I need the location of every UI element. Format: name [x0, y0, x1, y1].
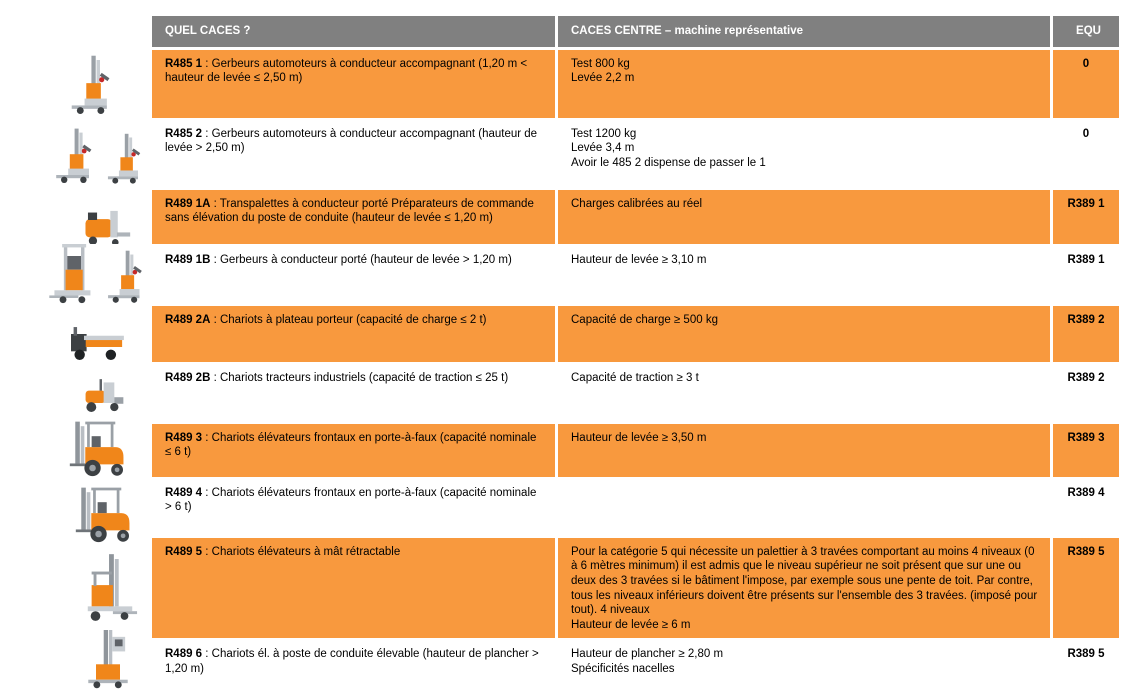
- caces-table: [152, 16, 1119, 694]
- equivalence-cell: R389 5: [1053, 538, 1119, 639]
- centre-machine-cell: Test 1200 kg Levée 3,4 m Avoir le 485 2 dispense de passer le 1: [571, 127, 766, 169]
- caces-code: R485 2: [165, 127, 203, 140]
- caces-description: : Chariots élévateurs à mât rétractable: [202, 545, 401, 558]
- caces-category-cell: [152, 50, 555, 118]
- caces-code: R489 1B: [165, 253, 211, 266]
- table-row-r489-1b: [152, 246, 1119, 304]
- table-row-r489-6: [152, 640, 1119, 692]
- heavy-counterbalance-forklift-icon: [58, 482, 150, 544]
- equivalence-cell: R389 1: [1067, 253, 1105, 266]
- table-row-r489-3: [152, 424, 1119, 477]
- centre-machine-cell: Hauteur de levée ≥ 3,10 m: [571, 253, 707, 266]
- caces-category-cell: [152, 364, 555, 422]
- table-row-r489-2b: [152, 364, 1119, 422]
- counterbalance-forklift-icon: [54, 416, 142, 478]
- caces-category-cell: [152, 306, 555, 362]
- caces-category-cell: [152, 640, 555, 692]
- caces-code: R489 5: [165, 545, 203, 558]
- centre-machine-cell: Test 800 kg Levée 2,2 m: [558, 50, 1050, 118]
- column-header-quel-caces: QUEL CACES ?: [152, 16, 555, 47]
- column-header-caces-centre: CACES CENTRE – machine représentative: [558, 16, 1050, 47]
- caces-category-cell: [152, 424, 555, 477]
- table-header-row: [152, 16, 1119, 47]
- table-row-r489-5: [152, 538, 1119, 639]
- pedestrian-stacker-icon: [66, 52, 122, 114]
- centre-machine-cell: Hauteur de levée ≥ 3,50 m: [558, 424, 1050, 477]
- caces-description: : Chariots él. à poste de conduite élevable (hauteur de plancher > 1,20 m): [165, 648, 539, 675]
- equivalence-cell: 0: [1082, 127, 1090, 140]
- machine-image-strip: [0, 0, 152, 690]
- rider-stacker-pair-icon: [48, 242, 152, 304]
- caces-code: R489 2B: [165, 371, 211, 384]
- column-header-equ: EQU: [1053, 16, 1119, 47]
- caces-description: : Transpalettes à conducteur porté Préparateurs de commande sans élévation du poste de conduite (hauteur de levée ≤ 1,20 m): [165, 197, 534, 225]
- equivalence-cell: R389 3: [1053, 424, 1119, 477]
- caces-description: : Gerbeurs à conducteur porté (hauteur de levée > 1,20 m): [210, 253, 512, 266]
- caces-code: R489 6: [165, 648, 203, 661]
- platform-carrier-icon: [54, 306, 140, 360]
- caces-description: : Gerbeurs automoteurs à conducteur accompagnant (hauteur de levée > 2,50 m): [165, 127, 538, 155]
- table-row-r485-2: [152, 120, 1119, 188]
- caces-category-cell: [152, 246, 555, 304]
- caces-description: : Chariots élévateurs frontaux en porte-à-faux (capacité nominale ≤ 6 t): [165, 431, 537, 459]
- table-row-r489-1a: [152, 190, 1119, 244]
- equivalence-cell: 0: [1053, 50, 1119, 118]
- caces-category-cell: [152, 479, 555, 536]
- centre-machine-cell: [558, 479, 1050, 536]
- caces-description: : Chariots à plateau porteur (capacité de charge ≤ 2 t): [210, 313, 487, 326]
- reach-truck-icon: [80, 546, 140, 628]
- centre-machine-cell: Capacité de traction ≥ 3 t: [571, 371, 699, 384]
- table-row-r485-1: [152, 50, 1119, 118]
- caces-code: R489 1A: [165, 197, 211, 210]
- centre-machine-cell: Capacité de charge ≥ 500 kg: [558, 306, 1050, 362]
- table-row-r489-2a: [152, 306, 1119, 362]
- caces-code: R485 1: [165, 57, 203, 70]
- industrial-tractor-icon: [70, 364, 134, 412]
- centre-machine-cell: Pour la catégorie 5 qui nécessite un palettier à 3 travées comportant au moins 4 niveaux (0 à 6 mètres minimum) il est admis que le niveau supérieur ne soit présent que sur une ou deux des 3 travées si le bâtiment l'impose, par exemple sous une pente de toit. Par contre, tous les niveaux inférieurs doivent être présents sur l'ensemble des 3 travées. (imposé pour tout). 4 niveaux Hauteur de levée ≥ 6 m: [558, 538, 1050, 639]
- caces-category-cell: [152, 190, 555, 244]
- equivalence-cell: R389 2: [1067, 371, 1105, 384]
- caces-description: : Gerbeurs automoteurs à conducteur accompagnant (1,20 m < hauteur de levée ≤ 2,50 m): [165, 57, 528, 85]
- low-level-order-picker-icon: [74, 194, 140, 244]
- equivalence-cell: R389 1: [1053, 190, 1119, 244]
- caces-description: : Chariots tracteurs industriels (capacité de traction ≤ 25 t): [210, 371, 509, 384]
- caces-description: : Chariots élévateurs frontaux en porte-à-faux (capacité nominale > 6 t): [165, 486, 537, 514]
- centre-machine-cell: Hauteur de plancher ≥ 2,80 m Spécificités nacelles: [571, 648, 724, 675]
- table-row-r489-4: [152, 479, 1119, 536]
- equivalence-cell: R389 2: [1053, 306, 1119, 362]
- caces-category-cell: [152, 538, 555, 639]
- equivalence-cell: R389 4: [1067, 486, 1105, 499]
- caces-code: R489 4: [165, 486, 203, 499]
- caces-category-cell: [152, 120, 555, 188]
- caces-code: R489 3: [165, 431, 203, 444]
- elevating-cab-truck-icon: [74, 628, 142, 690]
- caces-code: R489 2A: [165, 313, 211, 326]
- equivalence-cell: R389 5: [1067, 648, 1105, 661]
- centre-machine-cell: Charges calibrées au réel: [558, 190, 1050, 244]
- stacker-pair-icon: [50, 122, 152, 186]
